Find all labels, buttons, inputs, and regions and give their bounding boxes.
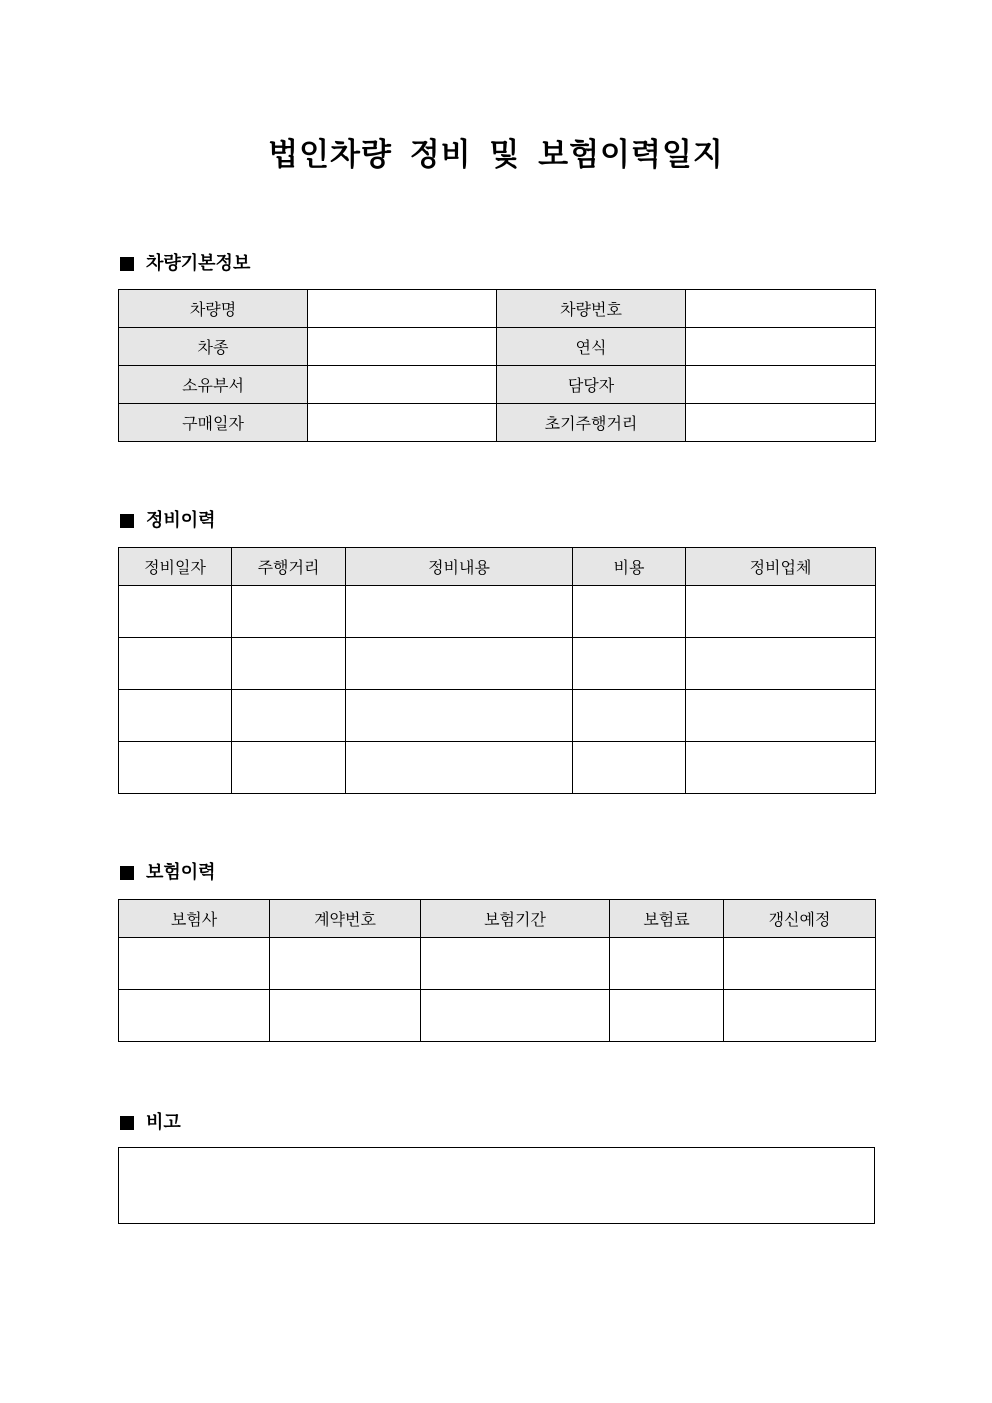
table-cell[interactable]	[346, 586, 573, 638]
section-title-maintenance: 정비이력	[146, 510, 216, 531]
maintenance-history-table	[118, 547, 876, 794]
square-bullet-icon	[120, 257, 134, 271]
table-cell[interactable]	[119, 638, 232, 690]
label-purchase-date: 구매일자	[119, 404, 308, 442]
vehicle-number-field[interactable]	[686, 290, 876, 328]
label-vehicle-name: 차량명	[119, 290, 308, 328]
basic-info-table	[118, 289, 876, 442]
table-cell[interactable]	[270, 938, 421, 990]
table-cell[interactable]	[610, 938, 724, 990]
section-heading-insurance	[118, 860, 216, 886]
table-header-row	[119, 548, 876, 586]
label-manager: 담당자	[497, 366, 686, 404]
table-row	[119, 742, 876, 794]
label-vehicle-type: 차종	[119, 328, 308, 366]
document-title: 법인차량 정비 및 보험이력일지	[268, 137, 724, 173]
table-cell[interactable]	[686, 742, 876, 794]
table-cell[interactable]	[119, 586, 232, 638]
table-cell[interactable]	[270, 990, 421, 1042]
table-row	[119, 938, 876, 990]
table-cell[interactable]	[119, 690, 232, 742]
section-heading-basic	[118, 251, 250, 277]
column-header: 주행거리	[232, 548, 346, 586]
table-cell[interactable]	[232, 638, 346, 690]
table-cell[interactable]	[573, 690, 686, 742]
label-model-year: 연식	[497, 328, 686, 366]
vehicle-name-field[interactable]	[308, 290, 497, 328]
label-initial-mileage: 초기주행거리	[497, 404, 686, 442]
remarks-field[interactable]	[118, 1147, 875, 1224]
table-cell[interactable]	[421, 938, 610, 990]
table-cell[interactable]	[346, 638, 573, 690]
table-row	[119, 328, 876, 366]
table-cell[interactable]	[421, 990, 610, 1042]
table-cell[interactable]	[232, 742, 346, 794]
table-cell[interactable]	[724, 938, 876, 990]
model-year-field[interactable]	[686, 328, 876, 366]
table-cell[interactable]	[724, 990, 876, 1042]
section-title-basic: 차량기본정보	[146, 253, 251, 274]
square-bullet-icon	[120, 514, 134, 528]
section-heading-maintenance	[118, 508, 216, 534]
label-vehicle-number: 차량번호	[497, 290, 686, 328]
vehicle-type-field[interactable]	[308, 328, 497, 366]
table-cell[interactable]	[119, 990, 270, 1042]
table-cell[interactable]	[573, 638, 686, 690]
purchase-date-field[interactable]	[308, 404, 497, 442]
table-cell[interactable]	[346, 690, 573, 742]
owning-department-field[interactable]	[308, 366, 497, 404]
column-header: 비용	[573, 548, 686, 586]
column-header: 정비일자	[119, 548, 232, 586]
label-owning-department: 소유부서	[119, 366, 308, 404]
table-cell[interactable]	[610, 990, 724, 1042]
column-header: 정비업체	[686, 548, 876, 586]
square-bullet-icon	[120, 866, 134, 880]
column-header: 정비내용	[346, 548, 573, 586]
table-header-row	[119, 900, 876, 938]
table-cell[interactable]	[573, 586, 686, 638]
table-cell[interactable]	[686, 690, 876, 742]
column-header: 계약번호	[270, 900, 421, 938]
table-row	[119, 638, 876, 690]
section-title-remarks: 비고	[146, 1112, 181, 1133]
column-header: 갱신예정	[724, 900, 876, 938]
initial-mileage-field[interactable]	[686, 404, 876, 442]
table-cell[interactable]	[119, 938, 270, 990]
table-row	[119, 990, 876, 1042]
table-row	[119, 690, 876, 742]
table-cell[interactable]	[686, 638, 876, 690]
table-cell[interactable]	[573, 742, 686, 794]
table-cell[interactable]	[346, 742, 573, 794]
table-cell[interactable]	[232, 690, 346, 742]
section-heading-remarks	[118, 1110, 181, 1136]
table-cell[interactable]	[686, 586, 876, 638]
table-row	[119, 586, 876, 638]
table-cell[interactable]	[119, 742, 232, 794]
manager-field[interactable]	[686, 366, 876, 404]
insurance-history-table	[118, 899, 876, 1042]
square-bullet-icon	[120, 1116, 134, 1130]
column-header: 보험사	[119, 900, 270, 938]
section-title-insurance: 보험이력	[146, 862, 216, 883]
column-header: 보험기간	[421, 900, 610, 938]
column-header: 보험료	[610, 900, 724, 938]
table-row	[119, 404, 876, 442]
table-row	[119, 290, 876, 328]
table-cell[interactable]	[232, 586, 346, 638]
table-row	[119, 366, 876, 404]
